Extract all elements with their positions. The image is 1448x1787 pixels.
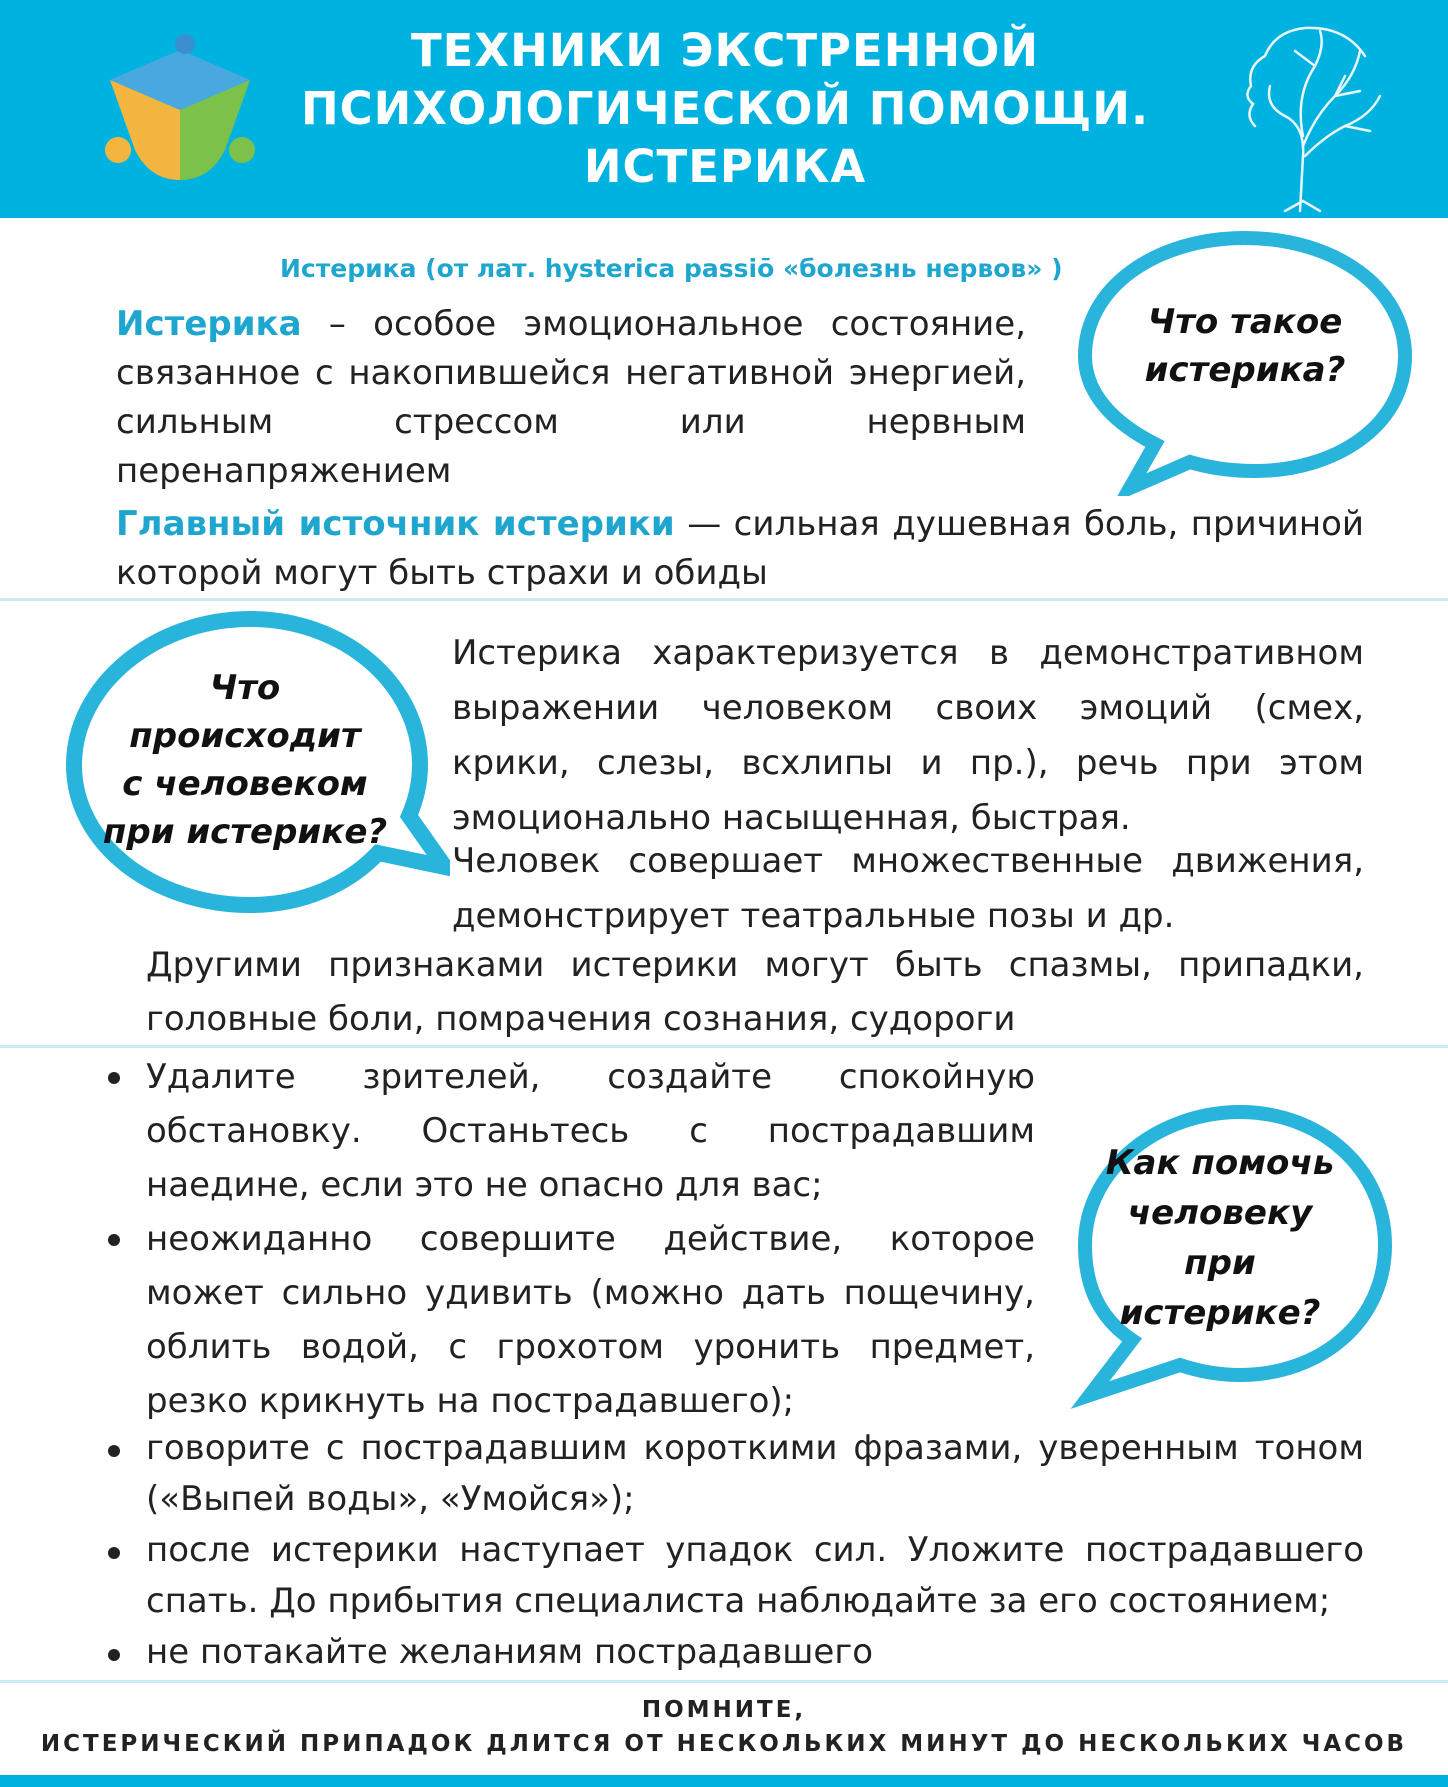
movements-paragraph: Человек совершает множественные движения, демонстрирует театральные позы и др.: [452, 841, 1364, 936]
title-line-3: ИСТЕРИКА: [583, 140, 867, 193]
footer-line-1: ПОМНИТЕ,: [641, 1697, 807, 1723]
bottom-bar: [0, 1775, 1448, 1787]
other-signs-paragraph: Другими признаками истерики могут быть спазмы, припадки, головные боли, помрачения сознания, судороги: [146, 945, 1364, 1039]
page-title: [300, 22, 1150, 196]
title-line-2: ПСИХОЛОГИЧЕСКОЙ ПОМОЩИ.: [300, 82, 1150, 135]
section-divider-3: [0, 1680, 1448, 1683]
bubble-text-how-to-help: Как помочь человеку при истерике?: [1105, 1143, 1335, 1333]
list-item: Удалите зрителей, создайте спокойную обстановку. Останьтесь с пострадавшим наедине, если это не опасно для вас;: [100, 1050, 1035, 1212]
definition-term: Истерика: [116, 304, 302, 344]
section-divider-1: [0, 598, 1448, 601]
footer-line-2: ИСТЕРИЧЕСКИЙ ПРИПАДОК ДЛИТСЯ ОТ НЕСКОЛЬКИХ МИНУТ ДО НЕСКОЛЬКИХ ЧАСОВ: [40, 1731, 1408, 1757]
help-tips-list-wide: [100, 1423, 1364, 1678]
list-item: неожиданно совершите действие, которое может сильно удивить (можно дать пощечину, облить водой, с грохотом уронить предмет, резко крикнуть на пострадавшего);: [100, 1212, 1035, 1428]
list-item: не потакайте желаниям пострадавшего: [100, 1627, 1364, 1678]
characteristics-paragraph: Истерика характеризуется в демонстративном выражении человеком своих эмоций (смех, крики, слезы, всхлипы и пр.), речь при этом эмоционально насыщенная, быстрая.: [452, 633, 1364, 838]
definition-paragraph: [116, 300, 1026, 496]
title-line-1: ТЕХНИКИ ЭКСТРЕННОЙ: [410, 24, 1040, 77]
definition-text: – особое эмоциональное состояние, связанное с накопившейся негативной энергией, сильным стрессом или нервным перенапряжением: [116, 304, 1026, 491]
list-item: после истерики наступает упадок сил. Уложите пострадавшего спать. До прибытия специалиста наблюдайте за его состоянием;: [100, 1525, 1364, 1627]
logo-icon: [90, 30, 270, 190]
help-tips-list: [100, 1050, 1035, 1428]
source-text: — сильная душевная боль, причиной которой могут быть страхи и обиды: [116, 504, 1364, 593]
list-item: говорите с пострадавшим короткими фразами, уверенным тоном («Выпей воды», «Умойся»);: [100, 1423, 1364, 1525]
tree-head-icon: [1195, 6, 1395, 216]
header-banner: [0, 0, 1448, 218]
source-paragraph: [116, 500, 1364, 598]
bubble-text-what-is: Что такое истерика?: [1144, 302, 1346, 390]
footer-note: [0, 1693, 1448, 1761]
etymology-subtitle: Истерика (от лат. hysterica passiō «болезнь нервов» ): [280, 254, 1063, 283]
source-term: Главный источник истерики: [116, 504, 675, 544]
bubble-text-what-happens: Что происходит с человеком при истерике?: [102, 668, 388, 852]
section-divider-2: [0, 1045, 1448, 1048]
